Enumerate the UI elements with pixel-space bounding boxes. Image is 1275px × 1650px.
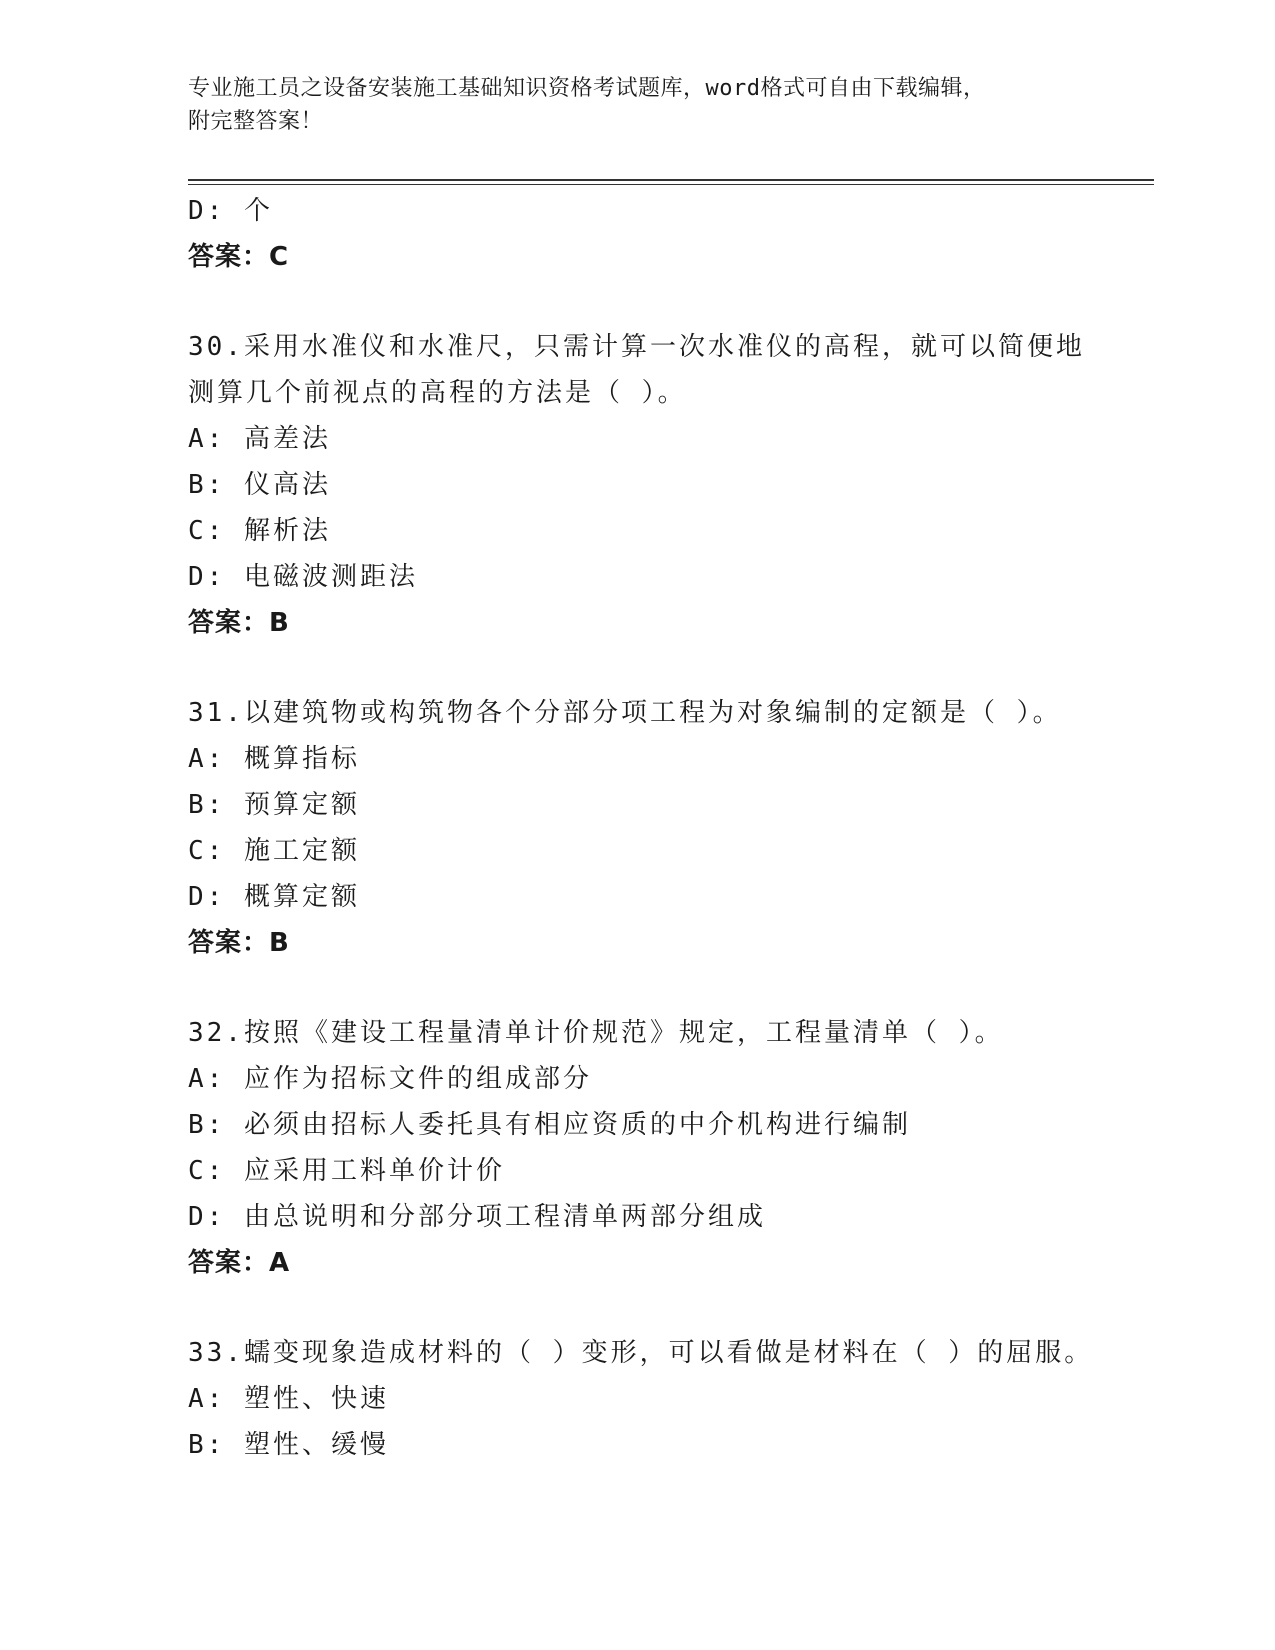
- option-a: A: 概算指标: [188, 744, 360, 774]
- question-32: [188, 1010, 1148, 1286]
- answer-line: 答案：A: [188, 1248, 291, 1278]
- option-d: D: 概算定额: [188, 882, 360, 912]
- spacer: [188, 280, 1148, 324]
- document-header: [188, 72, 1088, 138]
- question-stem: 32.按照《建设工程量清单计价规范》规定，工程量清单（ ）。: [188, 1018, 1004, 1048]
- answer-line: 答案：B: [188, 608, 290, 638]
- option-c: C: 解析法: [188, 516, 331, 546]
- option-a: A: 塑性、快速: [188, 1384, 389, 1414]
- option-d: D: 电磁波测距法: [188, 562, 418, 592]
- question-stem: 33.蠕变现象造成材料的（ ）变形，可以看做是材料在（ ）的屈服。: [188, 1338, 1094, 1368]
- option-d: D: 个: [188, 196, 273, 226]
- option-d: D: 由总说明和分部分项工程清单两部分组成: [188, 1202, 766, 1232]
- spacer: [188, 646, 1148, 690]
- question-stem: 31.以建筑物或构筑物各个分部分项工程为对象编制的定额是（ ）。: [188, 698, 1062, 728]
- question-33: [188, 1330, 1148, 1468]
- option-c: C: 施工定额: [188, 836, 360, 866]
- answer-line: 答案：C: [188, 242, 290, 272]
- question-31: [188, 690, 1148, 966]
- option-b: B: 预算定额: [188, 790, 360, 820]
- spacer: [188, 1286, 1148, 1330]
- option-b: B: 塑性、缓慢: [188, 1430, 389, 1460]
- header-line-2: 附完整答案！: [188, 109, 324, 134]
- question-list: [188, 188, 1148, 1468]
- header-divider-thick: [188, 179, 1154, 181]
- option-a: A: 高差法: [188, 424, 331, 454]
- header-divider-thin: [188, 184, 1154, 185]
- option-a: A: 应作为招标文件的组成部分: [188, 1064, 592, 1094]
- answer-line: 答案：B: [188, 928, 290, 958]
- header-line-1: 专业施工员之设备安装施工基础知识资格考试题库，word格式可自由下载编辑，: [188, 76, 986, 101]
- option-b: B: 必须由招标人委托具有相应资质的中介机构进行编制: [188, 1110, 911, 1140]
- option-c: C: 应采用工料单价计价: [188, 1156, 505, 1186]
- spacer: [188, 966, 1148, 1010]
- question-stem-continued: 测算几个前视点的高程的方法是（ ）。: [188, 378, 687, 408]
- option-b: B: 仪高法: [188, 470, 331, 500]
- question-stem: 30.采用水准仪和水准尺，只需计算一次水准仪的高程，就可以简便地: [188, 332, 1085, 362]
- question-30: [188, 324, 1148, 646]
